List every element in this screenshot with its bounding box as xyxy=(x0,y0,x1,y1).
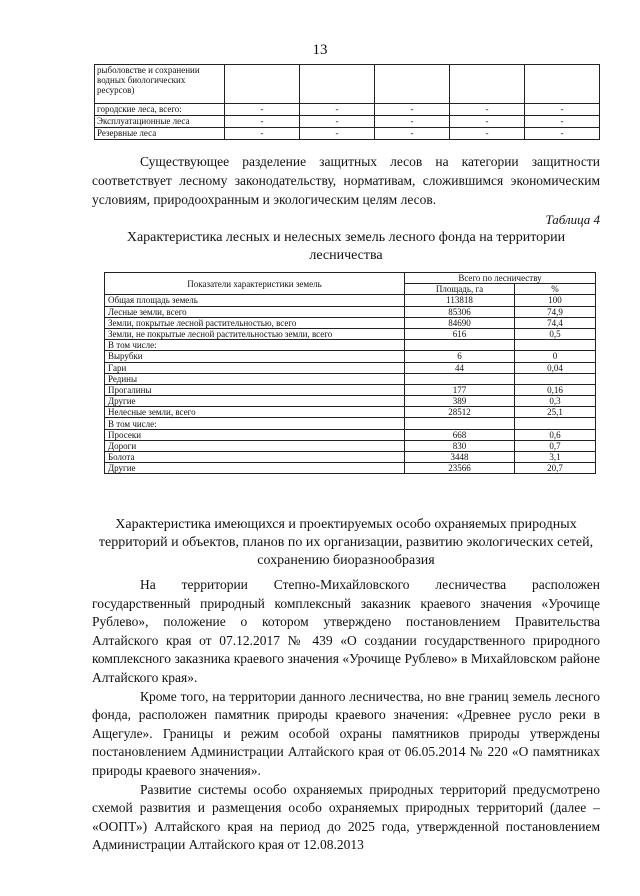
percent-cell: 0,3 xyxy=(515,396,596,407)
area-cell: 28512 xyxy=(405,407,515,418)
table-row xyxy=(105,418,596,429)
row-label: Прогалины xyxy=(105,384,405,395)
percent-cell: 0,16 xyxy=(515,384,596,395)
row-label: В том числе: xyxy=(105,418,405,429)
area-cell: 84690 xyxy=(405,317,515,328)
table-row xyxy=(95,128,600,140)
table-cell: - xyxy=(300,128,375,140)
area-cell: 616 xyxy=(405,328,515,339)
body-paragraph: На территории Степно-Михайловского лесничества расположен государственный природный комплексный заказник краевого значения «Урочище Рублево», положение о котором утверждено постановлением Правительства Алтайского края от 07.12.2017 № 439 «О создании государственного природного комплексного заказника краевого значения «Урочище Рублево» в Михайловском районе Алтайского края». xyxy=(92,577,600,685)
table-row xyxy=(95,104,600,116)
area-cell: 177 xyxy=(405,384,515,395)
table-cell: - xyxy=(525,128,600,140)
table-title: Характеристика лесных и нелесных земель лесного фонда на территории лесничества xyxy=(126,230,566,263)
area-cell: 3448 xyxy=(405,452,515,463)
table-row xyxy=(105,373,596,384)
table-row xyxy=(105,306,596,317)
table-row xyxy=(105,328,596,339)
percent-cell: 0,7 xyxy=(515,440,596,451)
row-label: Общая площадь земель xyxy=(105,295,405,306)
table-cell: - xyxy=(450,104,525,116)
row-label: городские леса, всего: xyxy=(95,104,225,116)
area-cell: 389 xyxy=(405,396,515,407)
table-row xyxy=(95,116,600,128)
percent-cell: 74,9 xyxy=(515,306,596,317)
table-cell xyxy=(450,65,525,104)
body-paragraph: Кроме того, на территории данного лесничества, но вне границ земель лесного фонда, расположен памятник природы краевого значения: «Древнее русло реки в Ащегуле». Границы и режим особой охраны памятников природы утверждены постановлением Администрации Алтайского края от 06.05.2014 № 220 «О памятниках природы краевого значения». xyxy=(92,688,600,778)
table-cell: - xyxy=(300,116,375,128)
table-cell xyxy=(525,65,600,104)
row-label: Эксплуатационные леса xyxy=(95,116,225,128)
table-row xyxy=(105,317,596,328)
land-characteristics-table xyxy=(104,272,596,474)
header-area: Площадь, га xyxy=(405,284,515,295)
table-row xyxy=(105,340,596,351)
table-cell: - xyxy=(375,104,450,116)
area-cell: 6 xyxy=(405,351,515,362)
percent-cell: 74,4 xyxy=(515,317,596,328)
area-cell xyxy=(405,340,515,351)
table-cell: - xyxy=(450,116,525,128)
header-percent: % xyxy=(515,284,596,295)
row-label: Нелесные земли, всего xyxy=(105,407,405,418)
section-title: Характеристика имеющихся и проектируемых особо охраняемых природных территорий и объектов, планов по их организации, развитию экологических сетей, сохранению биоразнообразия xyxy=(98,517,594,568)
table-cell: - xyxy=(225,128,300,140)
table-cell xyxy=(225,65,300,104)
area-cell: 44 xyxy=(405,362,515,373)
table-cell xyxy=(300,65,375,104)
row-label: Вырубки xyxy=(105,351,405,362)
table-row xyxy=(95,65,600,104)
percent-cell: 0,6 xyxy=(515,429,596,440)
area-cell: 668 xyxy=(405,429,515,440)
header-indicator: Показатели характеристики земель xyxy=(105,273,405,295)
table-label: Таблица 4 xyxy=(545,212,600,227)
table-row xyxy=(105,384,596,395)
paragraph-protective-forests: Существующее разделение защитных лесов на категории защитности соответствует лесному законодательству, нормативам, сложившимся экономическим условиям, природоохранным и экологическим целям лесов. xyxy=(92,154,600,207)
percent-cell: 3,1 xyxy=(515,452,596,463)
table-row xyxy=(105,463,596,474)
page-number: 13 xyxy=(312,42,328,58)
area-cell xyxy=(405,418,515,429)
percent-cell: 25,1 xyxy=(515,407,596,418)
area-cell xyxy=(405,373,515,384)
row-label: Гари xyxy=(105,362,405,373)
row-label: Редины xyxy=(105,373,405,384)
table-cell: - xyxy=(525,116,600,128)
row-label: В том числе: xyxy=(105,340,405,351)
table-row xyxy=(105,362,596,373)
table-row xyxy=(105,396,596,407)
percent-cell xyxy=(515,418,596,429)
area-cell: 113818 xyxy=(405,295,515,306)
table-cell xyxy=(375,65,450,104)
table-row xyxy=(105,429,596,440)
table-row xyxy=(105,452,596,463)
area-cell: 85306 xyxy=(405,306,515,317)
table-cell: - xyxy=(375,128,450,140)
percent-cell xyxy=(515,373,596,384)
row-label: рыболовстве и сохранении водных биологических ресурсов) xyxy=(95,65,225,104)
table-row xyxy=(105,407,596,418)
table-cell: - xyxy=(225,116,300,128)
area-cell: 830 xyxy=(405,440,515,451)
percent-cell: 0,5 xyxy=(515,328,596,339)
row-label: Просеки xyxy=(105,429,405,440)
table-cell: - xyxy=(225,104,300,116)
area-cell: 23566 xyxy=(405,463,515,474)
table-cell: - xyxy=(300,104,375,116)
table-row xyxy=(105,295,596,306)
table-cell: - xyxy=(525,104,600,116)
percent-cell: 20,7 xyxy=(515,463,596,474)
percent-cell: 0,04 xyxy=(515,362,596,373)
table-cell: - xyxy=(450,128,525,140)
body-text xyxy=(92,576,600,855)
table-row xyxy=(105,440,596,451)
percent-cell xyxy=(515,340,596,351)
row-label: Земли, покрытые лесной растительностью, всего xyxy=(105,317,405,328)
row-label: Земли, не покрытые лесной растительностью земли, всего xyxy=(105,328,405,339)
table-row xyxy=(105,351,596,362)
row-label: Резервные леса xyxy=(95,128,225,140)
row-label: Другие xyxy=(105,396,405,407)
table-cell: - xyxy=(375,116,450,128)
row-label: Лесные земли, всего xyxy=(105,306,405,317)
row-label: Дороги xyxy=(105,440,405,451)
header-total: Всего по лесничеству xyxy=(405,273,596,284)
row-label: Болота xyxy=(105,452,405,463)
continuation-table xyxy=(94,64,600,140)
body-paragraph: Развитие системы особо охраняемых природных территорий предусмотрено схемой развития и размещения особо охраняемых природных территорий (далее – «ООПТ») Алтайского края на период до 2025 года, утвержденной постановлением Администрации Алтайского края от 12.08.2013 xyxy=(92,781,600,853)
percent-cell: 100 xyxy=(515,295,596,306)
percent-cell: 0 xyxy=(515,351,596,362)
row-label: Другие xyxy=(105,463,405,474)
